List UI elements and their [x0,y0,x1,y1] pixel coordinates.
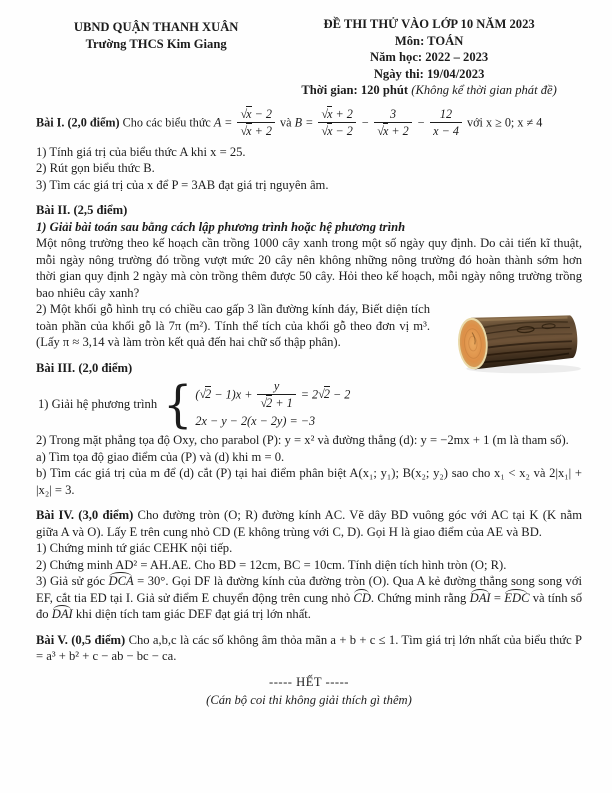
equation-2: 2x − y − 2(x − 2y) = −3 [195,413,316,428]
exam-info-block [276,16,582,99]
problem-4-intro: Cho đường tròn (O; R) đường kính AC. Vẽ dây BD vuông góc với AC tại K (K nằm giữa A và O). Lấy E trên cung nhỏ CD (E không trùng với C, D). Gọi H là giao điểm của AE và BD. [36,508,582,539]
problem-3-section [36,360,582,499]
exam-title: ĐỀ THI THỬ VÀO LỚP 10 NĂM 2023 [323,17,535,31]
problem-1-statement [36,108,582,139]
item3-text: = [490,590,505,605]
equation-1 [195,380,350,411]
problem-3-part2b: b) Tìm các giá trị của m để (d) cắt (P) tại hai điểm phân biệt A(x₁; y₁); B(x₂; y₂) sao cho x₁ < x₂ và 2|x₁| + |x₂| = 3. [36,466,582,497]
system-label: 1) Giải hệ phương trình [38,396,158,411]
radical-sign: √ [199,386,207,401]
problem-5-line [36,632,582,665]
denominator-rest: − 2 [332,123,353,138]
fraction-numerator [318,107,356,123]
angle-hat: DAI [51,607,73,621]
fraction-b2 [374,107,412,138]
problem-1-section [36,108,582,194]
exam-school-year: Năm học: 2022 – 2023 [369,50,489,64]
fraction-numerator: 12 [430,107,462,123]
problem-3-part2a: a) Tìm tọa độ giao điểm của (P) và (d) khi m = 0. [36,449,285,464]
fraction-numerator: 3 [374,107,412,123]
problem-1-heading: Bài I. (2,0 điểm) [36,114,120,129]
radical-sign: √ [240,106,248,121]
problem-4-section [36,507,582,623]
problem-2-heading [36,202,582,219]
and-connector: và [280,114,292,129]
problem-4-item: 1) Chứng minh tứ giác CEHK nội tiếp. [36,541,233,555]
fraction-denominator [257,395,295,410]
problem-2-part2-text: 2) Một khối gỗ hình trụ có chiều cao gấp 3 lần đường kính đáy, Biết diện tích toàn phần của khối gỗ là 7π (m²). Tính thể tích của khối gỗ theo đơn vị m³. (Lấy π ≈ 3,14 và làm tròn kết quả đến hai chữ số thập phân). [36,302,430,349]
problem-2-section [36,202,582,351]
fraction-numerator: y [257,379,295,395]
problem-3-heading-text: Bài III. (2,0 điểm) [36,360,133,375]
angle-hat: DCA [108,574,134,588]
fraction-denominator [318,123,356,138]
radical-sign: √ [260,395,268,410]
fraction-denominator [374,123,412,138]
radical-sign: √ [318,386,325,401]
exam-subject: Môn: TOÁN [394,33,464,48]
eq1-open-paren: ( [195,386,200,401]
problem-4-item3 [36,573,582,623]
expression-b-label: B = [294,114,314,129]
radicand: x [246,106,252,121]
issuer-block [36,16,276,99]
item3-text: = 30°. Gọi DF là đường kính của đường tròn (O). Qua A kẻ đường thẳng song song với EF, cắt tia ED tại I. Giả sử điểm E chuyển động trên cung nhỏ [36,574,583,605]
radical-sign: √ [321,106,329,121]
eq1-equals: = 2 [297,386,319,401]
denominator-rest: + 2 [388,123,409,138]
numerator-rest: − 2 [251,106,272,121]
fraction-a [237,107,275,138]
fraction-b3 [430,107,462,138]
eq1-mid: − 1)x + [211,386,256,401]
school-name: Trường THCS Kim Giang [85,37,227,51]
document-header [36,16,582,99]
problem-5-text: Cho a,b,c là các số không âm thỏa mãn a + b + c ≤ 1. Tìm giá trị lớn nhất của biểu thức P = a³ + b² + c − ab − bc − ca. [36,632,582,663]
problem-2-part1-title [36,219,582,236]
footer-note: (Cán bộ coi thi không giải thích gì thêm) [206,692,412,707]
eq1-fraction [257,379,295,410]
arc-hat: CD [353,590,371,605]
fraction-denominator: x − 4 [433,123,459,138]
document-footer [36,673,582,709]
denominator-rest: + 2 [251,123,272,138]
radical-sign: √ [377,123,384,138]
system-row [38,374,582,434]
system-brace-icon: { [163,374,193,434]
item3-text: khi diện tích tam giác DEF đạt giá trị lớn nhất. [72,607,311,621]
radical-sign: √ [321,123,329,138]
radicand: 2 [266,395,273,410]
exam-date: Ngày thi: 19/04/2023 [373,66,485,81]
problem-5-heading: Bài V. (0,5 điểm) [36,632,126,647]
expression-a-label: A = [213,114,233,129]
org-name: UBND QUẬN THANH XUÂN [73,20,239,34]
numerator-rest: + 2 [332,106,353,121]
item3-text: . Chứng minh rằng [370,590,470,605]
fraction-b1 [318,107,356,138]
problem-5-section [36,632,582,665]
problem-3-part2: 2) Trong mặt phẳng tọa độ Oxy, cho parabol (P): y = x² và đường thẳng (d): y = −2mx + 1 (m là tham số). [36,433,569,447]
problem-1-item: 1) Tính giá trị của biểu thức A khi x = 25. [36,144,246,159]
end-marker: ----- HẾT ----- [269,674,349,689]
problem-4-heading: Bài IV. (3,0 điểm) [36,508,134,522]
fraction-numerator [237,107,275,123]
eq1-end: − 2 [329,386,351,401]
problem-2-heading-text: Bài II. (2,5 điểm) [36,203,128,217]
radical-sign: √ [240,123,248,138]
system-equations [195,380,350,429]
item3-text: 3) Giả sử góc [36,574,109,588]
problem-1-item: 2) Rút gọn biểu thức B. [36,161,155,175]
radicand: x [246,123,252,138]
minus-operator: − [360,114,370,129]
radicand: x [327,123,333,138]
exam-duration: Thời gian: 120 phút [301,83,409,97]
expressions-intro: Cho các biểu thức [122,114,211,129]
radicand: x [382,123,389,138]
radicand: 2 [323,386,330,401]
wood-log-image [440,303,598,377]
exam-duration-line [276,82,582,99]
radicand: x [327,106,333,121]
angle-hat: DAI [469,590,491,605]
domain-condition: với x ≥ 0; x ≠ 4 [466,114,543,129]
item3-text: và tính số đo [36,590,583,621]
radicand: 2 [205,386,212,401]
denominator-rest: + 1 [272,395,293,410]
problem-4-intro-line [36,507,582,540]
fraction-denominator [237,123,275,138]
minus-operator: − [416,114,426,129]
problem-1-item: 3) Tìm các giá trị của x để P = 3AB đạt giá trị nguyên âm. [36,177,329,192]
problem-4-item: 2) Chứng minh AD² = AH.AE. Cho BD = 12cm, BC = 10cm. Tính diện tích hình tròn (O; R). [36,557,507,572]
problem-2-part2 [36,301,582,351]
duration-note: (Không kể thời gian phát đề) [411,83,557,97]
problem-2-part1-body: Một nông trường theo kế hoạch cần trồng 1000 cây xanh trong một số ngày quy định. Do cải tiến kĩ thuật, mỗi ngày nông trường đó trồng vượt mức 20 cây nên không những nông trường đó hoàn thành sớm hơn thời gian quy định 2 ngày mà còn trồng thêm được 50 cây. Hỏi theo kế hoạch, mỗi ngày nông trường trồng bao nhiêu cây xanh? [36,236,582,300]
problem-2-part1-title-text: 1) Giải bài toán sau bằng cách lập phương trình hoặc hệ phương trình [36,219,406,234]
angle-hat: EDC [504,590,530,605]
